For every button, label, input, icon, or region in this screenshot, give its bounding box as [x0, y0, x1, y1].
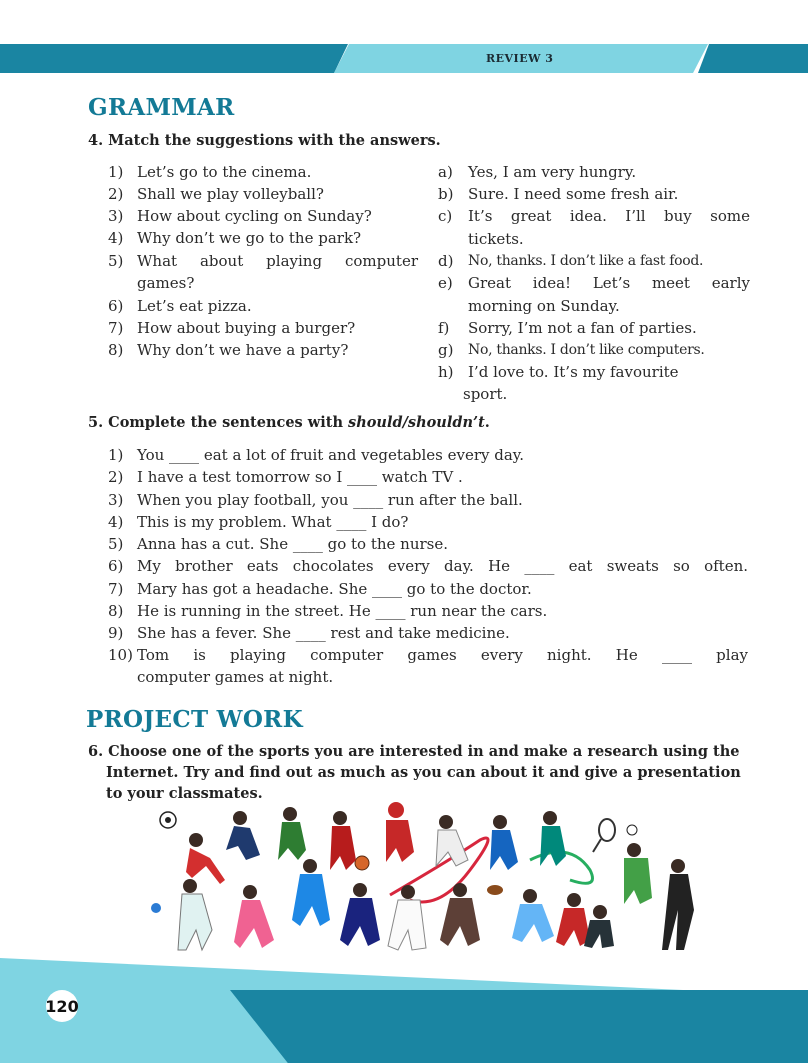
list-item: [438, 183, 750, 205]
item-text: Tom is playing computer games every night. He ____ play: [137, 646, 748, 664]
item-text: games?: [137, 274, 195, 292]
item-number: 4): [108, 513, 124, 531]
task6-line-2: Internet. Try and find out as much as you can about it and give a presentation: [106, 764, 741, 781]
basketball-icon: [355, 856, 369, 870]
list-item: [108, 489, 750, 511]
item-number: 1): [108, 163, 124, 181]
task6-line-1: 6. Choose one of the sports you are interested in and make a research using the: [88, 743, 740, 760]
list-item: [438, 161, 750, 183]
item-number: b): [438, 185, 454, 203]
list-item: [108, 644, 750, 666]
list-item: [108, 339, 418, 361]
athlete-figure: [330, 811, 356, 870]
header-band-right: [698, 44, 808, 73]
item-text: Yes, I am very hungry.: [468, 163, 637, 181]
list-item: [438, 295, 750, 317]
list-item: [108, 161, 418, 183]
item-number: 8): [108, 341, 124, 359]
item-number: d): [438, 252, 454, 270]
task5-instruction: [88, 414, 490, 431]
item-text: Let’s go to the cinema.: [137, 163, 312, 181]
item-number: c): [438, 207, 453, 225]
item-number: 3): [108, 207, 124, 225]
athlete-figure: [226, 811, 260, 860]
list-item: [108, 317, 418, 339]
section-label: REVIEW 3: [486, 52, 554, 65]
list-item: [108, 250, 418, 272]
item-text: computer games at night.: [137, 668, 334, 686]
item-text: This is my problem. What ____ I do?: [137, 513, 409, 531]
item-number: 6): [108, 557, 124, 575]
project-heading: PROJECT WORK: [86, 706, 303, 733]
task5-instruction-suffix: .: [484, 414, 490, 431]
list-item: [108, 666, 750, 688]
list-item: [108, 600, 750, 622]
header-band-left: [0, 44, 348, 73]
list-item: [438, 383, 750, 405]
list-item: [108, 183, 418, 205]
athlete-figure: [540, 811, 566, 866]
list-item: [108, 578, 750, 600]
athlete-figure: [556, 893, 590, 946]
item-number: 7): [108, 580, 124, 598]
item-text: How about cycling on Sunday?: [137, 207, 372, 225]
list-item: [108, 295, 418, 317]
item-text: Anna has a cut. She ____ go to the nurse.: [137, 535, 449, 553]
item-text: Why don’t we have a party?: [137, 341, 349, 359]
list-item: [438, 317, 750, 339]
item-number: 2): [108, 185, 124, 203]
rugby-ball-icon: [487, 885, 503, 895]
footer-band-dark: [230, 990, 808, 1063]
item-number: 7): [108, 319, 124, 337]
item-number: 10): [108, 646, 133, 664]
item-text: morning on Sunday.: [468, 297, 620, 315]
item-text: Mary has got a headache. She ____ go to the doctor.: [137, 580, 532, 598]
item-text: I have a test tomorrow so I ____ watch TV .: [137, 468, 463, 486]
athlete-figure: [292, 859, 330, 926]
item-number: a): [438, 163, 453, 181]
item-text: Sorry, I’m not a fan of parties.: [468, 319, 697, 337]
athlete-figure: [624, 843, 652, 904]
item-number: 5): [108, 252, 124, 270]
item-text: Let’s eat pizza.: [137, 297, 252, 315]
item-number: 6): [108, 297, 124, 315]
item-text: I’d love to. It’s my favourite: [468, 363, 679, 381]
list-item: [108, 272, 418, 294]
item-text: How about buying a burger?: [137, 319, 356, 337]
athlete-figure: [388, 885, 426, 950]
item-number: h): [438, 363, 454, 381]
item-number: 1): [108, 446, 124, 464]
grammar-heading: GRAMMAR: [88, 94, 235, 121]
item-text: It’s great idea. I’ll buy some: [468, 207, 750, 225]
list-item: [108, 227, 418, 249]
sports-collage-image: [150, 800, 705, 960]
item-text: Why don’t we go to the park?: [137, 229, 362, 247]
item-text: Sure. I need some fresh air.: [468, 185, 679, 203]
item-number: 4): [108, 229, 124, 247]
item-number: g): [438, 341, 454, 359]
item-text: She has a fever. She ____ rest and take medicine.: [137, 624, 510, 642]
athlete-figure: [584, 905, 614, 948]
item-text: sport.: [463, 385, 508, 403]
athlete-figure: [178, 879, 212, 950]
page-number: 120: [46, 990, 78, 1022]
athlete-figure: [436, 815, 468, 866]
item-text: My brother eats chocolates every day. He ____ eat sweats so often.: [137, 557, 748, 575]
list-item: [108, 622, 750, 644]
task5-instruction-prefix: 5. Complete the sentences with: [88, 414, 349, 431]
list-item: [108, 205, 418, 227]
athlete-figure: [512, 889, 554, 942]
list-item: [108, 444, 750, 466]
list-item: [438, 339, 750, 361]
list-item: [108, 555, 750, 577]
item-text: Shall we play volleyball?: [137, 185, 324, 203]
item-text: No, thanks. I don’t like a fast food.: [468, 253, 704, 269]
item-text: No, thanks. I don’t like computers.: [468, 342, 705, 358]
list-item: [438, 228, 750, 250]
item-text: Great idea! Let’s meet early: [468, 274, 750, 292]
list-item: [108, 511, 750, 533]
item-number: e): [438, 274, 453, 292]
item-number: 3): [108, 491, 124, 509]
task4-instruction: 4. Match the suggestions with the answers.: [88, 132, 441, 149]
athlete-figure: [278, 807, 306, 860]
list-item: [108, 533, 750, 555]
tennis-racket-icon: [593, 819, 615, 852]
handball-icon: [151, 903, 161, 913]
list-item: [108, 466, 750, 488]
athlete-figure: [234, 885, 274, 948]
item-text: You ____ eat a lot of fruit and vegetables every day.: [137, 446, 525, 464]
athlete-figure: [386, 802, 414, 862]
tennis-ball-icon: [627, 825, 637, 835]
item-number: 8): [108, 602, 124, 620]
task5-instruction-emphasis: should/shouldn’t: [348, 414, 485, 431]
item-number: f): [438, 319, 450, 337]
item-text: What about playing computer: [137, 252, 418, 270]
list-item: [438, 361, 750, 383]
item-text: tickets.: [468, 230, 524, 248]
item-number: 9): [108, 624, 124, 642]
list-item: [438, 272, 750, 294]
item-text: When you play football, you ____ run after the ball.: [137, 491, 523, 509]
athlete-figure: [490, 815, 518, 870]
soccer-ball-icon: [160, 812, 176, 828]
item-number: 2): [108, 468, 124, 486]
athlete-figure: [186, 833, 225, 884]
item-number: 5): [108, 535, 124, 553]
task6-line-3: to your classmates.: [106, 785, 263, 802]
item-text: He is running in the street. He ____ run near the cars.: [137, 602, 548, 620]
list-item: [438, 205, 750, 227]
athlete-figure: [340, 883, 380, 946]
athlete-figure: [662, 859, 694, 950]
list-item: [438, 250, 750, 272]
